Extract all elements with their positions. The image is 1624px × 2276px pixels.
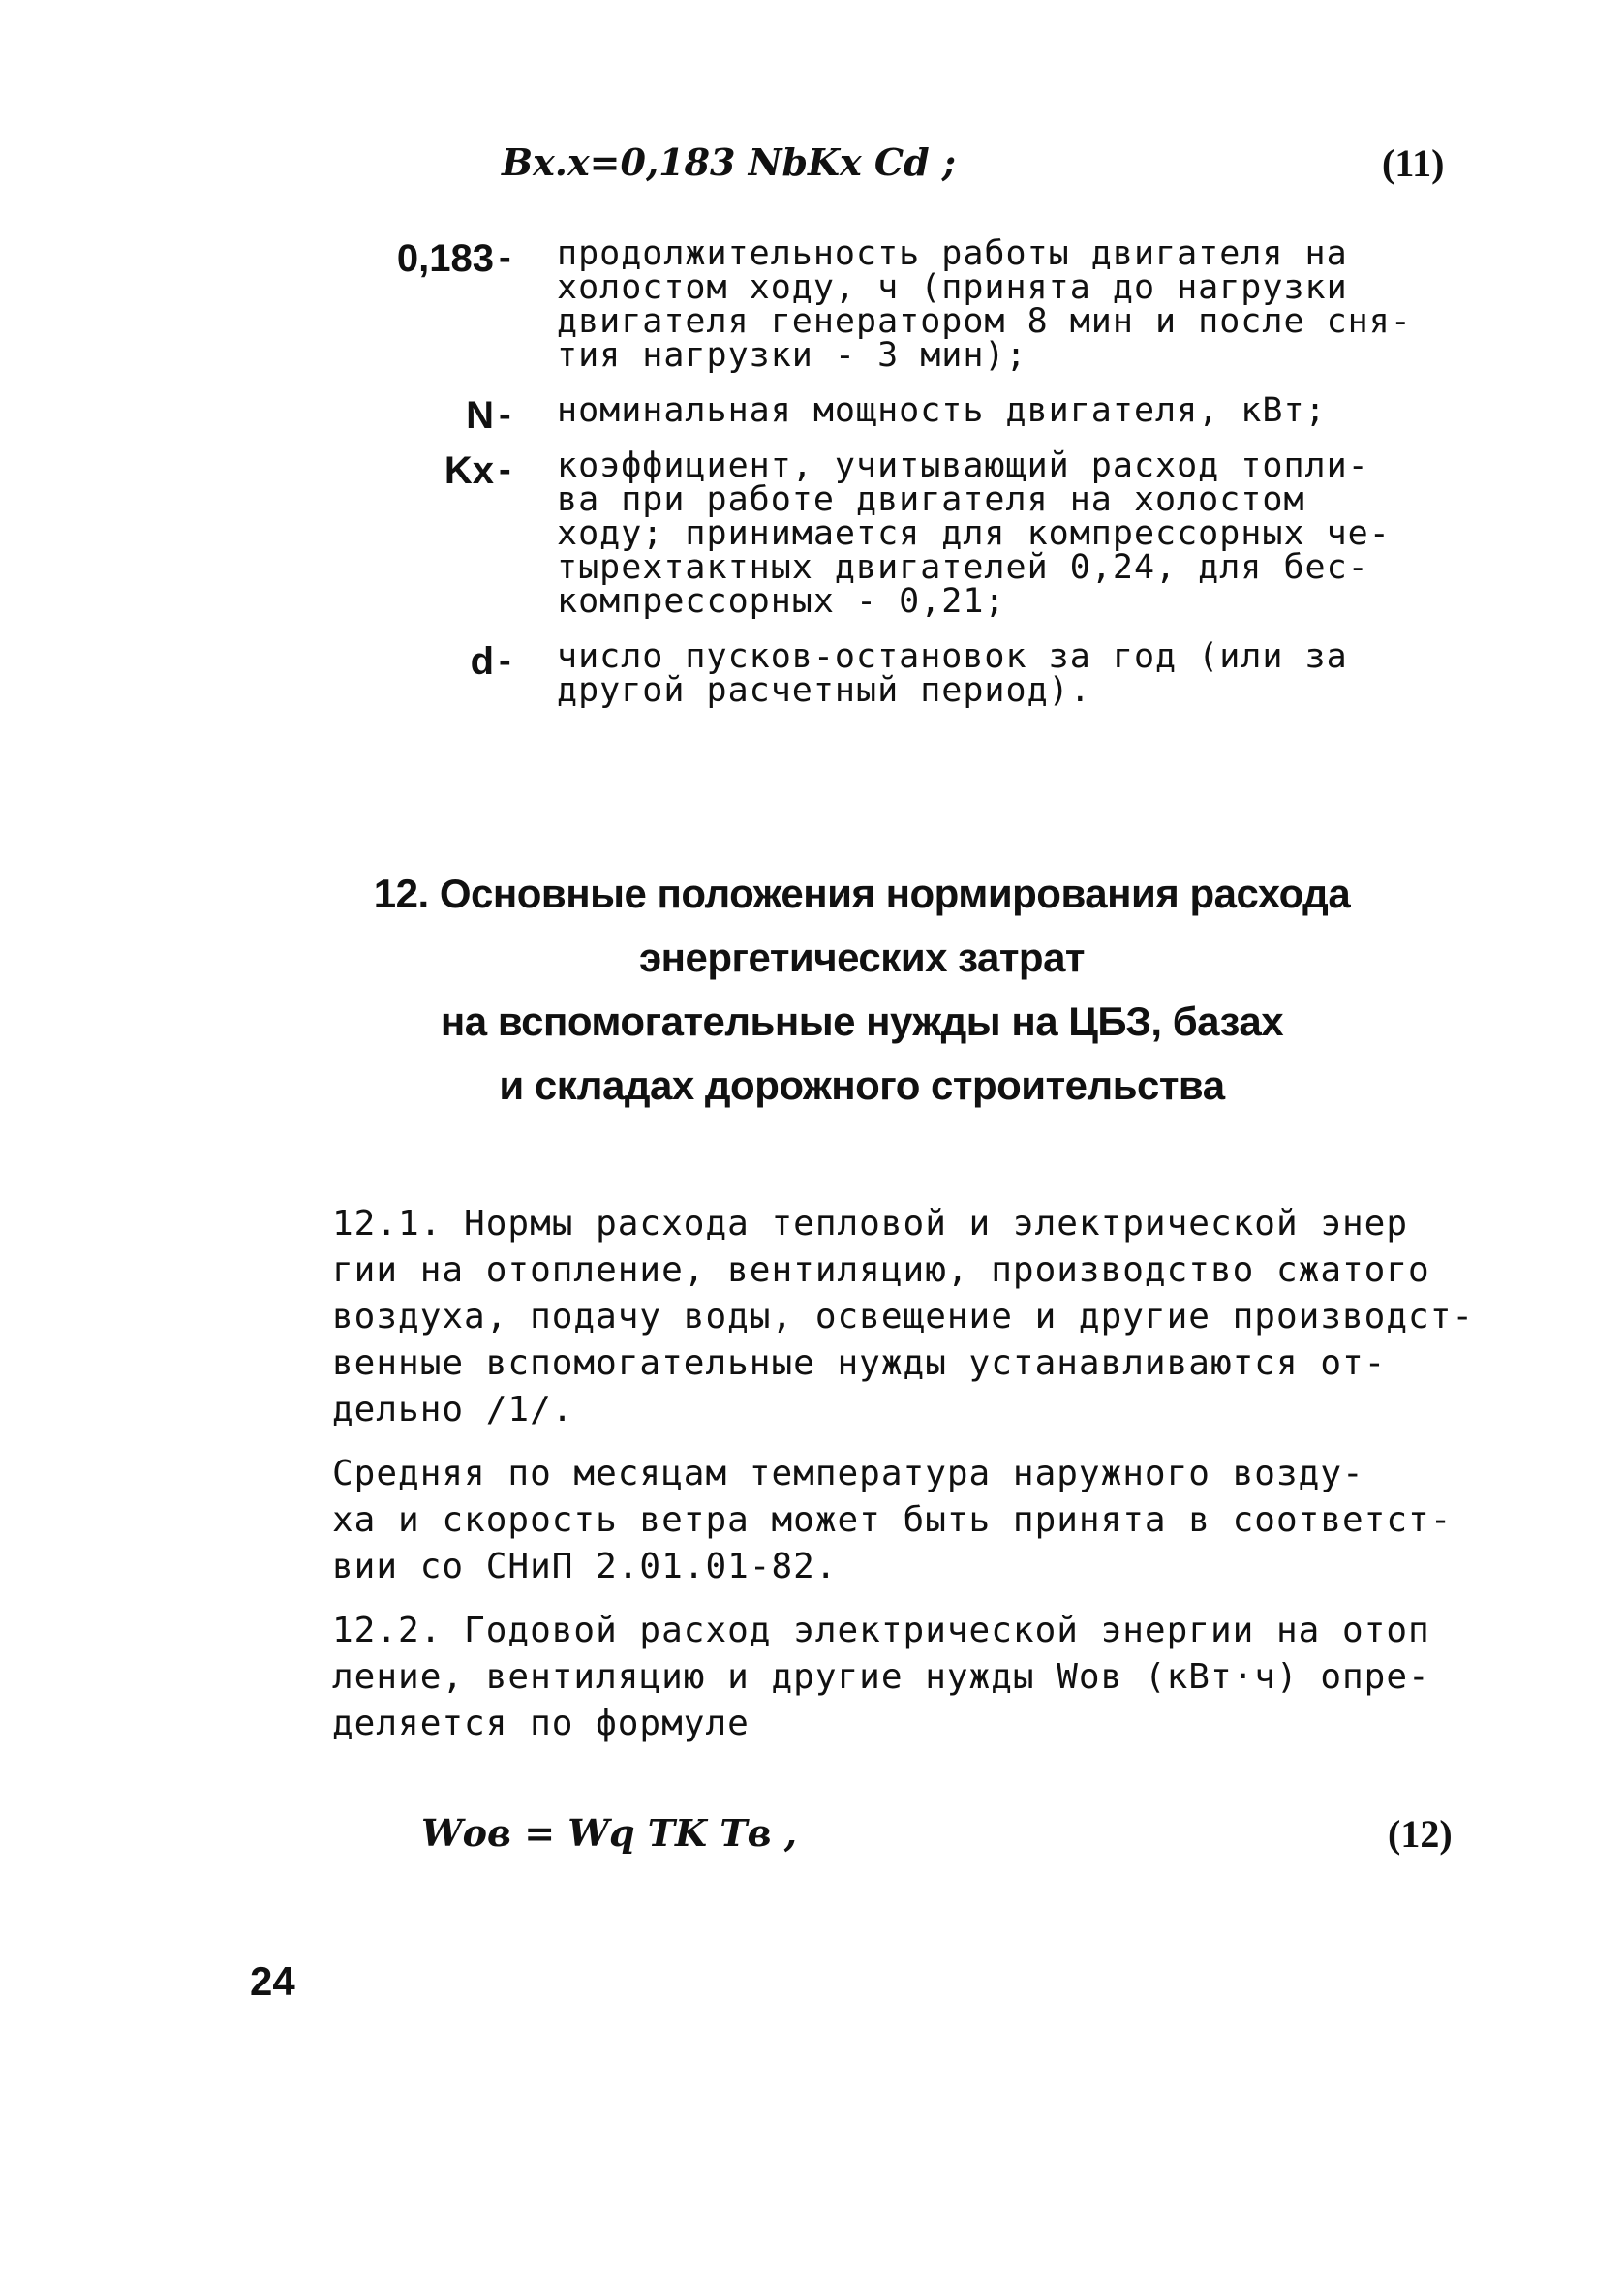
definition-text: коэффициент, учитывающий расход топли- ва при работе двигателя на холостом ходу; принимается для компрессорных че- тырехтактных двигателей 0,24, для бес- компрессорных - 0,21; — [557, 446, 1391, 621]
definition-symbol: 0,183 — [396, 237, 494, 280]
formula-11-text: Bх.х=0,183 NbKх Cd ; — [502, 140, 957, 184]
section-title: 12. Основные положения нормирования расхода энергетических затрат на вспомогательные нужды на ЦБЗ, базах и складах дорожного строительства — [373, 871, 1351, 1108]
body-text — [250, 1201, 1518, 1765]
definition-row-d — [349, 637, 1511, 710]
definition-dash: - — [499, 449, 511, 490]
paragraph-12-1: 12.1. Нормы расхода тепловой и электрической энер гии на отопление, вентиляцию, производство сжатого воздуха, подачу воды, освещение и другие производст- венные вспомогательные нужды устанавливаются от- дельно /1/. — [332, 1204, 1475, 1430]
definition-row-kx — [349, 446, 1511, 621]
formula-11-number: (11) — [1382, 141, 1445, 185]
definition-symbol: N — [466, 394, 494, 437]
formula-12 — [421, 1811, 797, 1855]
definitions-list — [349, 234, 1511, 729]
formula-11 — [502, 140, 956, 184]
definition-text: число пусков-остановок за год (или за другой расчетный период). — [557, 637, 1348, 710]
formula-12-text: Wов = Wq TK Tв , — [421, 1811, 797, 1855]
definition-text: продолжительность работы двигателя на холостом ходу, ч (принята до нагрузки двигателя генератором 8 мин и после сня- тия нагрузки - 3 мин); — [557, 234, 1412, 375]
page-number: 24 — [250, 1958, 295, 2004]
definition-row-n — [349, 391, 1511, 437]
paragraph-weather: Средняя по месяцам температура наружного возду- ха и скорость ветра может быть принята в соответст- вии со СНиП 2.01.01-82. — [332, 1454, 1453, 1586]
definition-symbol: d — [470, 640, 494, 683]
paragraph-12-2: 12.2. Годовой расход электрической энергии на отоп ление, вентиляцию и другие нужды Wов (кВт·ч) опре- деляется по формуле — [332, 1611, 1430, 1743]
definition-dash: - — [499, 394, 511, 435]
definition-row-0183 — [349, 234, 1511, 375]
definition-dash: - — [499, 237, 511, 278]
definition-dash: - — [499, 640, 511, 681]
definition-text: номинальная мощность двигателя, кВт; — [557, 391, 1327, 430]
definition-symbol: Kх — [444, 449, 494, 492]
formula-12-number: (12) — [1388, 1812, 1453, 1856]
